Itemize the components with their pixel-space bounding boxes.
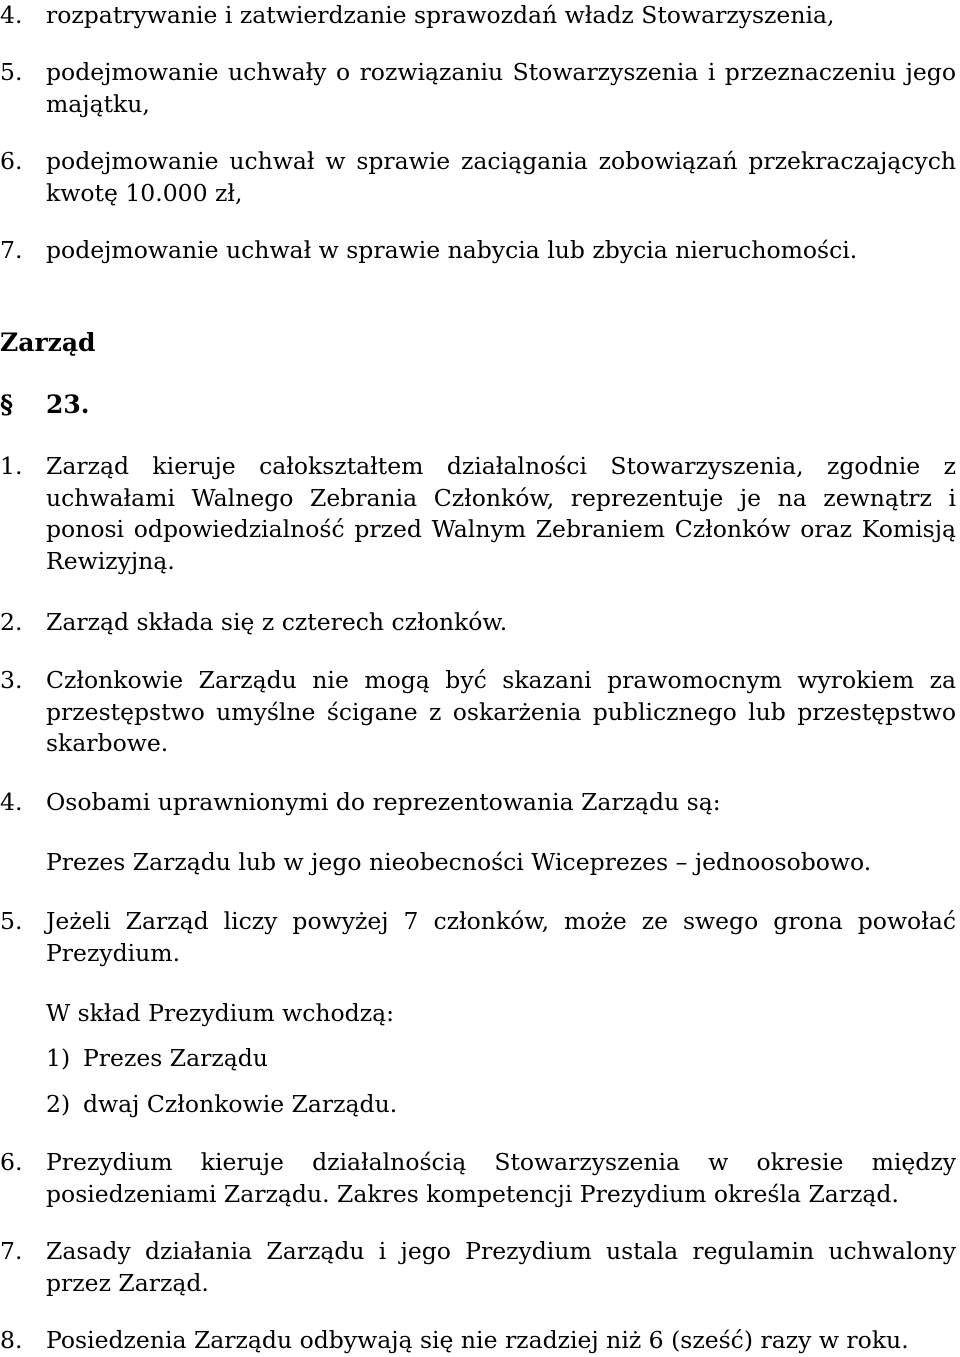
point-text: Osobami uprawnionymi do reprezentowania Zarządu są:: [46, 788, 721, 816]
list-item: [0, 0, 956, 32]
point-continuation: [0, 847, 956, 879]
sub-point-text: dwaj Członkowie Zarządu.: [83, 1090, 398, 1118]
section-heading: Zarząd: [0, 328, 96, 357]
point-text: Zasady działania Zarządu i jego Prezydium ustala regulamin uchwalony przez Zarząd.: [46, 1237, 956, 1297]
sub-point-text: Prezes Zarządu: [83, 1044, 268, 1072]
point-item: [0, 1147, 956, 1210]
section-number: [0, 389, 90, 421]
point-number: 6.: [0, 1148, 23, 1176]
point-item: [0, 1325, 956, 1357]
list-item-number: 4.: [0, 1, 23, 29]
list-item: [0, 235, 956, 267]
sub-point-item: [46, 1043, 956, 1075]
list-item-number: 6.: [0, 147, 23, 175]
list-item-number: 5.: [0, 58, 23, 86]
point-number: 2.: [0, 608, 23, 636]
sub-point-item: [46, 1089, 956, 1121]
point-text: Członkowie Zarządu nie mogą być skazani prawomocnym wyrokiem za przestępstwo umyślne ścigane z oskarżenia publicznego lub przestępstwo skarbowe.: [46, 666, 956, 757]
list-item-text: podejmowanie uchwał w sprawie zaciągania zobowiązań przekraczających kwotę 10.000 zł,: [46, 147, 956, 207]
point-text: Prezydium kieruje działalnością Stowarzyszenia w okresie między posiedzeniami Zarządu. Zakres kompetencji Prezydium określa Zarząd.: [46, 1148, 956, 1208]
point-item: [0, 665, 956, 760]
point-text: Zarząd składa się z czterech członków.: [46, 608, 508, 636]
point-item: [0, 607, 956, 639]
paragraph-sign: §: [0, 390, 14, 419]
list-item: [0, 57, 956, 120]
point-text: W skład Prezydium wchodzą:: [46, 999, 395, 1027]
point-text: Zarząd kieruje całokształtem działalności Stowarzyszenia, zgodnie z uchwałami Walnego Zebrania Członków, reprezentuje je na zewnątrz i ponosi odpowiedzialność przed Walnym Zebraniem Członków oraz Komisją Rewizyjną.: [46, 452, 956, 575]
point-item: [0, 787, 956, 819]
list-item-number: 7.: [0, 236, 23, 264]
point-text: Jeżeli Zarząd liczy powyżej 7 członków, może ze swego grona powołać Prezydium.: [46, 907, 956, 967]
list-item-text: podejmowanie uchwały o rozwiązaniu Stowarzyszenia i przeznaczeniu jego majątku,: [46, 58, 956, 118]
point-item: [0, 906, 956, 969]
sub-point-number: 2): [46, 1090, 71, 1118]
point-number: 1.: [0, 452, 23, 480]
point-item: [0, 1236, 956, 1299]
point-item: [0, 451, 956, 577]
list-item-text: podejmowanie uchwał w sprawie nabycia lub zbycia nieruchomości.: [46, 236, 858, 264]
section-number-value: 23.: [46, 390, 90, 419]
point-text: Posiedzenia Zarządu odbywają się nie rzadziej niż 6 (sześć) razy w roku.: [46, 1326, 909, 1354]
point-continuation: [0, 998, 956, 1030]
point-number: 3.: [0, 666, 23, 694]
list-item: [0, 146, 956, 209]
list-item-text: rozpatrywanie i zatwierdzanie sprawozdań władz Stowarzyszenia,: [46, 1, 835, 29]
point-number: 4.: [0, 788, 23, 816]
sub-point-number: 1): [46, 1044, 71, 1072]
point-number: 7.: [0, 1237, 23, 1265]
point-number: 8.: [0, 1326, 23, 1354]
point-number: 5.: [0, 907, 23, 935]
point-text: Prezes Zarządu lub w jego nieobecności Wiceprezes – jednoosobowo.: [46, 848, 872, 876]
